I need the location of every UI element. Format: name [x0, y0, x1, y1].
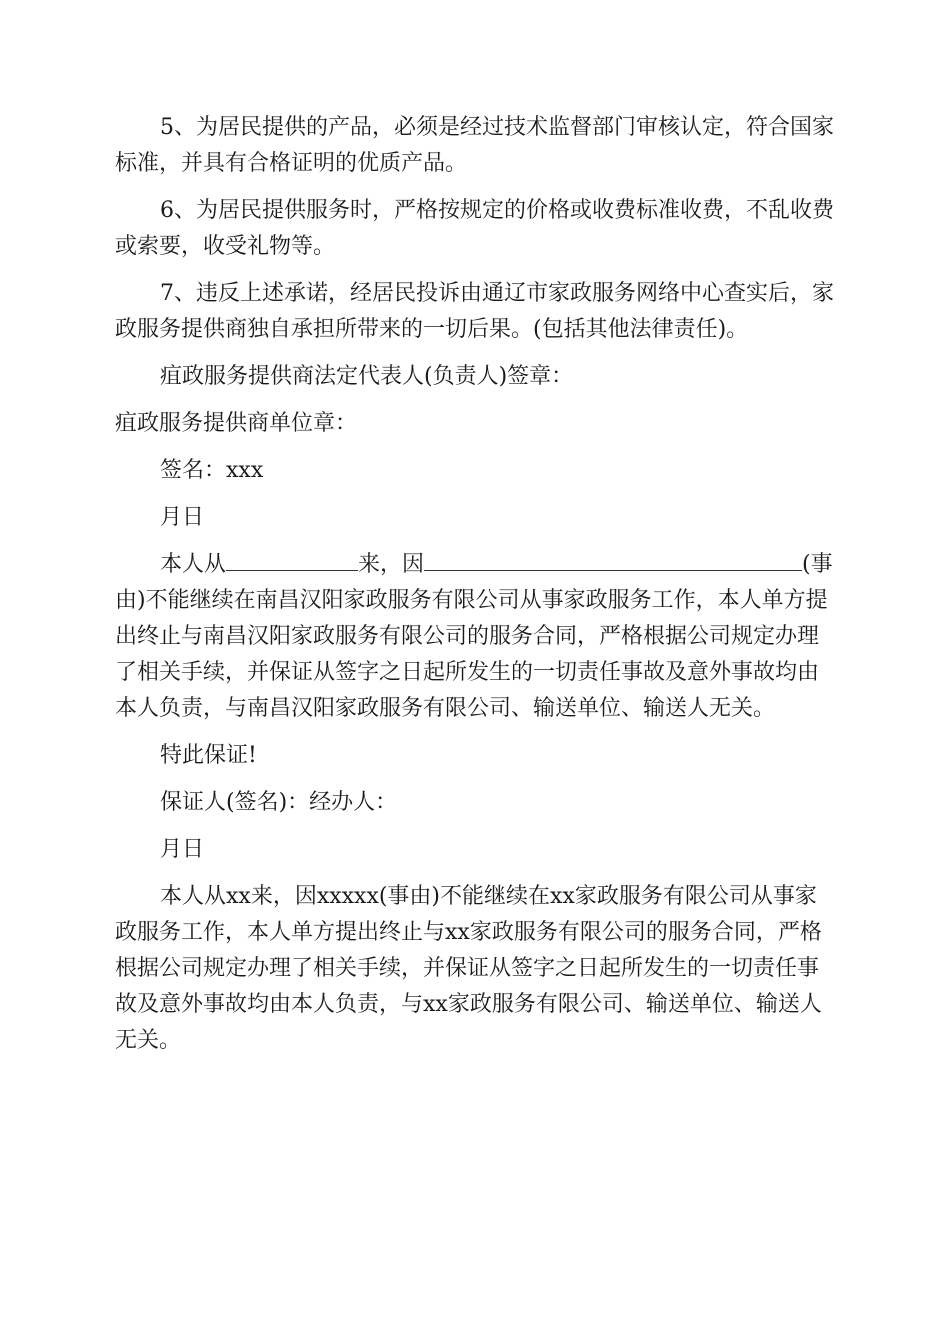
unit-seal-line: 疽政服务提供商单位章：: [115, 411, 358, 436]
statement-paragraph-blank: [115, 547, 835, 727]
statement-rest: (事由)不能继续在南昌汉阳家政服务有限公司从事家政服务工作，本人单方提出终止与南昌汉阳家政服务有限公司的服务合同，严格根据公司规定办理了相关手续，并保证从签字之日起所发生的一切责任事故及意外事故均由本人负责，与南昌汉阳家政服务有限公司、输送单位、输送人无关。: [115, 552, 833, 721]
signature-line: 签名：xxx: [160, 458, 264, 483]
clause-6: 6、为居民提供服务时，严格按规定的价格或收费标准收费，不乱收费或索要，收受礼物等。: [115, 198, 834, 259]
clause-7: 7、违反上述承诺，经居民投诉由通辽市家政服务网络中心查实后，家政服务提供商独自承担所带来的一切后果。(包括其他法律责任)。: [115, 281, 834, 342]
guarantor-line: 保证人(签名)：经办人：: [160, 790, 398, 815]
reason-blank: [424, 548, 802, 571]
statement-paragraph-xx: 本人从xx来，因xxxxx(事由)不能继续在xx家政服务有限公司从事家政服务工作，本人单方提出终止与xx家政服务有限公司的服务合同，严格根据公司规定办理了相关手续，并保证从签字之日起所发生的一切责任事故及意外事故均由本人负责，与xx家政服务有限公司、输送单位、输送人无关。: [115, 884, 822, 1053]
hereby-guarantee: 特此保证!: [160, 743, 257, 768]
legal-representative-signature-line: 疽政服务提供商法定代表人(负责人)签章：: [160, 364, 574, 389]
origin-blank: [226, 548, 358, 571]
statement-prefix: 本人从: [160, 552, 227, 577]
clause-5: 5、为居民提供的产品，必须是经过技术监督部门审核认定，符合国家标准，并具有合格证明的优质产品。: [115, 115, 834, 176]
statement-middle: 来，因: [358, 552, 425, 577]
date-line-1: 月日: [160, 505, 205, 530]
date-line-2: 月日: [160, 837, 205, 862]
document-body: [115, 110, 835, 1059]
